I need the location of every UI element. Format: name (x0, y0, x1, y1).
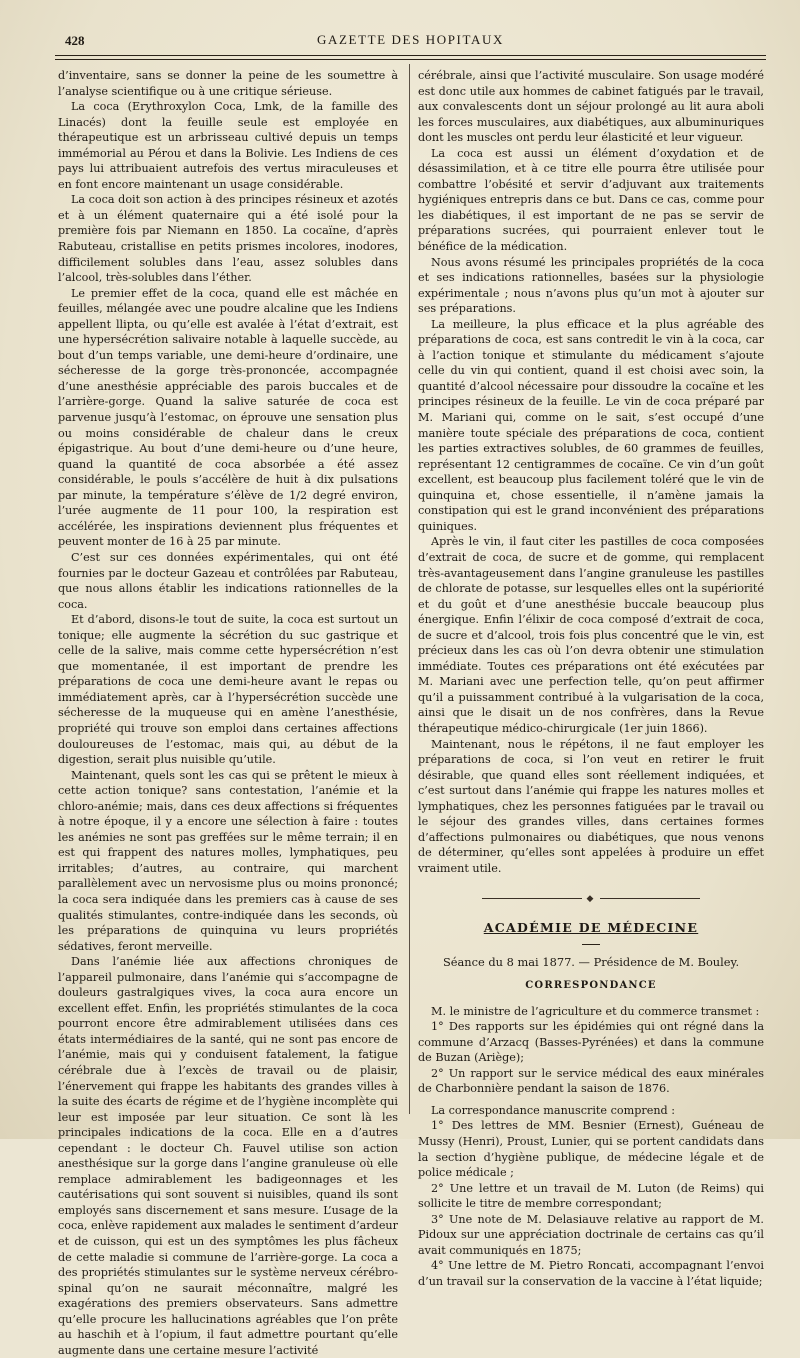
section-title: ACADÉMIE DE MÉDECINE (483, 919, 699, 935)
paragraph: Dans l’anémie liée aux affections chroniques de l’appareil pulmonaire, dans l’anémie qui s’accompagne de douleurs gastralgiques vives, la coca aura encore un excellent effet. Enfin, les propriétés stimulantes de la coca pourront encore être admirablement utilisées dans ces états intermédiaires de la santé, qui ne sont pas encore de l’anémie, mais qui y conduisent fatalement, la fatigue cérébrale due à l’excès de travail ou de plaisir, l’énervement qui frappe les habitants des grandes villes à la suite des écarts de régime et de l’hygiène incomplète qui leur est imposée par leur situation. Ce sont là les principales indications de la coca. Elle en a d’autres cependant : le docteur Ch. Fauvel utilise son action anesthésique sur la gorge dans l’angine granuleuse où elle remplace admirablement les badigeonnages et les cautérisations qui sont souvent si nuisibles, quand ils sont employés sans discernement et sans mesure. L’usage de la coca, enlève rapidement aux malades le sentiment d’ardeur et de cuisson, qui est un des symptômes les plus fâcheux de cette maladie si commune de l’arrière-gorge. La coca a des propriétés stimulantes sur le système nerveux cérébro-spinal qu’on ne saurait méconnaître, malgré les exagérations des premiers observateurs. Sans admettre qu’elle procure les hallucinations agréables que l’on prête au haschih et à l’opium, il faut admettre pourtant qu’elle augmente dans une certaine mesure l’activité (58, 955, 398, 1357)
paragraph: Nous avons résumé les principales propriétés de la coca et ses indications rationnelles, basées sur la physiologie expérimentale ; nous n’avons plus qu’un mot à ajouter sur ses préparations. (418, 255, 764, 316)
paragraph: Et d’abord, disons-le tout de suite, la coca est surtout un tonique; elle augmente la sécrétion du suc gastrique et celle de la salive, mais comme cette hypersécrétion n’est que momentanée, il est important de prendre les préparations de coca une demi-heure avant le repas ou immédiatement après, car à l’hypersécrétion succède une sécheresse de la muqueuse qui en amène l’anesthésie, propriété qui trouve son emploi dans certaines affections douloureuses de l’estomac, mais qui, au début de la digestion, serait plus nuisible qu’utile. (58, 613, 398, 767)
paragraph: 2° Une lettre et un travail de M. Luton (de Reims) qui sollicite le titre de membre correspondant; (418, 1181, 764, 1211)
column-divider (409, 64, 410, 1114)
left-column (58, 68, 398, 1357)
header-rule (55, 55, 766, 60)
paragraph: Maintenant, quels sont les cas qui se prêtent le mieux à cette action tonique? sans contestation, l’anémie et la chloro-anémie; mais, dans ces deux affections si fréquentes à notre époque, il y a encore une sélection à faire : toutes les anémies ne sont pas greffées sur le même terrain; il en est qui frappent des natures molles, lymphatiques, peu irritables; d’autres, au contraire, qui marchent parallèlement avec un nervosisme plus ou moins prononcé; la coca sera indiquée dans les premiers cas à cause de ses qualités stimulantes, contre-indiquée dans les seconds, où les préparations de quinquina vu leurs propriétés sédatives, feront merveille. (58, 768, 398, 953)
right-column (418, 68, 764, 1288)
paragraph: 3° Une note de M. Delasiauve relative au rapport de M. Pidoux sur une appréciation doctrinale de certains cas qu’il avait communiqués en 1875; (418, 1212, 764, 1257)
page-header (55, 30, 766, 52)
paragraph: La coca (Erythroxylon Coca, Lmk, de la famille des Linacés) dont la feuille seule est employée en thérapeutique est un arbrisseau cultivé depuis un temps immémorial au Pérou et dans la Bolivie. Les Indiens de ces pays lui attribuaient autrefois des vertus miraculeuses et en font encore maintenant un usage considérable. (58, 100, 398, 191)
paragraph: Après le vin, il faut citer les pastilles de coca composées d’extrait de coca, de sucre et de gomme, qui remplacent très-avantageusement dans l’angine granuleuse les pastilles de chlorate de potasse, sur lesquelles elles ont la supériorité et du goût et d’une anesthésie buccale beaucoup plus énergique. Enfin l’élixir de coca composé d’extrait de coca, de sucre et d’alcool, trois fois plus concentré que le vin, est précieux dans les cas où l’on devra obtenir une stimulation immédiate. Toutes ces préparations ont été exécutées par M. Mariani avec une perfection telle, qu’on peut affirmer qu’il a puissamment contribué à la vulgarisation de la coca, ainsi que le disait un de nos confrères, dans la Revue thérapeutique médico-chirurgicale (1er juin 1866). (418, 535, 764, 735)
section-separator: ◆ (418, 892, 764, 908)
page-number: 428 (65, 33, 85, 48)
paragraph: 1° Des rapports sur les épidémies qui ont régné dans la commune d’Arzacq (Basses-Pyrénées) et dans la commune de Buzan (Ariège); (418, 1020, 764, 1065)
paragraph: d’inventaire, sans se donner la peine de les soumettre à l’analyse scientifique ou à une critique sérieuse. (58, 69, 398, 98)
paragraph: C’est sur ces données expérimentales, qui ont été fournies par le docteur Gazeau et contrôlées par Rabuteau, que nous allons établir les indications rationnelles de la coca. (58, 550, 398, 611)
title-rule (582, 944, 600, 945)
paragraph: La correspondance manuscrite comprend : (431, 1103, 676, 1117)
paragraph: 4° Une lettre de M. Pietro Roncati, accompagnant l’envoi d’un travail sur la conservation de la vaccine à l’état liquide; (418, 1259, 764, 1288)
paragraph: La meilleure, la plus efficace et la plus agréable des préparations de coca, est sans contredit le vin à la coca, car à l’action tonique et stimulante du médicament s’ajoute celle du vin qui contient, quand il est choisi avec soin, la quantité d’alcool nécessaire pour dissoudre la cocaïne et les principes résineux de la feuille. Le vin de coca préparé par M. Mariani qui, comme on le sait, s’est occupé d’une manière toute spéciale des préparations de coca, contient les parties extractives solubles, de 60 grammes de feuilles, représentant 12 centigrammes de cocaïne. Ce vin d’un goût excellent, est beaucoup plus facilement toléré que le vin de quinquina et, chose essentielle, il n’amène jamais la constipation qui est le grand inconvénient des préparations quiniques. (418, 317, 764, 533)
paragraph: Maintenant, nous le répétons, il ne faut employer les préparations de coca, si l’on veut en retirer le fruit désirable, que quand elles sont réellement indiquées, et c’est surtout dans l’anémie qui frappe les natures molles et lymphatiques, chez les personnes fatiguées par le travail ou le séjour des grandes villes, dans certaines formes d’affections pulmonaires ou diabétiques, que nous venons de déterminer, qu’elles sont appelées à produire un effet vraiment utile. (418, 737, 764, 875)
paragraph: Le premier effet de la coca, quand elle est mâchée en feuilles, mélangée avec une poudre alcaline que les Indiens appellent llipta, ou qu’elle est avalée à l’état d’extrait, est une hypersécrétion salivaire notable à laquelle succède, au bout d’un temps variable, une demi-heure d’ordinaire, une sécheresse de la gorge très-prononcée, accompagnée d’une anesthésie appréciable des parois buccales et de l’arrière-gorge. Quand la salive saturée de coca est parvenue jusqu’à l’estomac, on éprouve une sensation plus ou moins considérable de chaleur dans le creux épigastrique. Au bout d’une demi-heure ou d’une heure, quand la quantité de coca absorbée a été assez considérable, le pouls s’accélère de huit à dix pulsations par minute, la température s’élève de 1/2 degré environ, l’urée augmente de 11 pour 100, la respiration est accélérée, les inspirations deviennent plus fréquentes et peuvent monter de 16 à 25 par minute. (58, 286, 398, 549)
paragraph: 1° Des lettres de MM. Besnier (Ernest), Guéneau de Mussy (Henri), Proust, Lunier, qui se portent candidats dans la section d’hygiène publique, de médecine légale et de police médicale ; (418, 1119, 764, 1180)
seance-line: Séance du 8 mai 1877. — Présidence de M. Bouley. (442, 954, 740, 969)
paragraph: La coca doit son action à des principes résineux et azotés et à un élément quaternaire qui a été isolé pour la première fois par Niemann en 1850. La cocaïne, d’après Rabuteau, cristallise en petits prismes incolores, inodores, difficilement solubles dans l’eau, assez solubles dans l’alcool, très-solubles dans l’éther. (58, 193, 398, 285)
paragraph: 2° Un rapport sur le service médical des eaux minérales de Charbonnière pendant la saison de 1876. (418, 1066, 764, 1096)
subheading-correspondance: CORRESPONDANCE (525, 980, 657, 992)
paragraph: cérébrale, ainsi que l’activité musculaire. Son usage modéré est donc utile aux hommes de cabinet fatigués par le travail, aux convalescents dont un séjour prolongé au lit aura aboli les forces musculaires, aux diabétiques, aux albuminuriques dont les muscles ont perdu leur élasticité et leur vigueur. (418, 69, 764, 145)
paragraph: La coca est aussi un élément d’oxydation et de désassimilation, et à ce titre elle pourra être utilisée pour combattre l’obésité et servir d’adjuvant aux traitements hygiéniques entrepris dans ce but. Dans ce cas, comme pour les diabétiques, il est important de ne pas se servir de préparations sucrées, qui pourraient enlever tout le bénéfice de la médication. (418, 146, 764, 254)
paragraph: M. le ministre de l’agriculture et du commerce transmet : (431, 1004, 760, 1018)
running-title: GAZETTE DES HOPITAUX (317, 32, 504, 47)
